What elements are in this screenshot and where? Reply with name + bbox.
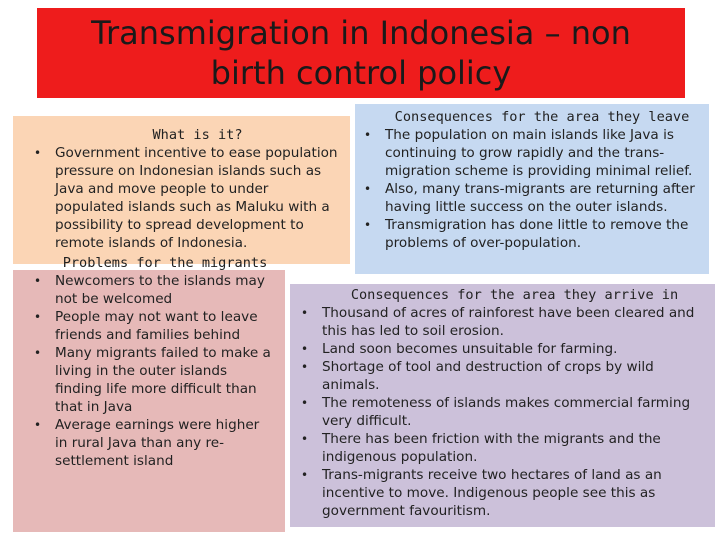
list-item-text: Newcomers to the islands may not be welcomed [55,273,265,307]
list-item [301,430,707,466]
slide-title: Transmigration in Indonesia – non birth control policy [91,14,631,92]
list-item [301,358,707,394]
problems-box [13,255,285,532]
list-item-text: The population on main islands like Java is continuing to grow rapidly and the trans-migration scheme is providing minimal relief. [385,127,693,179]
leave-heading: Consequences for the area they leave [394,109,690,125]
list-item-text: Trans-migrants receive two hectares of land as an incentive to move. Indigenous people see this as government favouritism. [322,467,662,519]
list-item-text: Transmigration has done little to remove the problems of over-population. [385,217,689,251]
list-item [34,272,275,308]
arrive-list [301,304,707,520]
bullet-icon: • [34,146,42,160]
list-item [34,308,275,344]
list-item [301,394,707,430]
bullet-icon: • [301,432,309,446]
list-item [364,180,699,216]
list-item [34,344,275,416]
leave-list [364,126,699,252]
list-item [34,416,275,470]
bullet-icon: • [364,128,372,142]
list-item-text: The remoteness of islands makes commercial farming very difficult. [322,395,691,429]
leave-box [355,104,709,274]
bullet-icon: • [301,396,309,410]
list-item-text: Average earnings were higher in rural Java than any re-settlement island [55,417,260,469]
problems-list [34,272,275,470]
list-item [301,340,707,358]
bullet-icon: • [34,418,42,432]
title-banner [37,8,685,98]
bullet-icon: • [301,360,309,374]
list-item [301,466,707,520]
bullet-icon: • [364,218,372,232]
problems-heading: Problems for the migrants [62,255,268,271]
bullet-icon: • [301,468,309,482]
what-is-it-list [34,144,340,252]
list-item-text: Government incentive to ease population pressure on Indonesian islands such as Java and move people to under populated islands such as Maluku with a possibility to spread development to remote islands of Indonesia. [55,145,338,251]
list-item-text: Shortage of tool and destruction of crops by wild animals. [322,359,654,393]
arrive-box [290,284,715,527]
list-item-text: People may not want to leave friends and families behind [55,309,258,343]
bullet-icon: • [301,306,309,320]
list-item-text: Land soon becomes unsuitable for farming. [322,341,618,357]
list-item-text: There has been friction with the migrants and the indigenous population. [322,431,661,465]
bullet-icon: • [34,310,42,324]
what-is-it-box [13,116,350,264]
list-item [364,216,699,252]
list-item [34,144,340,252]
bullet-icon: • [364,182,372,196]
list-item [301,304,707,340]
list-item [364,126,699,180]
arrive-heading: Consequences for the area they arrive in [350,287,679,303]
list-item-text: Also, many trans-migrants are returning after having little success on the outer islands. [385,181,695,215]
bullet-icon: • [301,342,309,356]
bullet-icon: • [34,274,42,288]
what-is-it-heading: What is it? [152,127,243,143]
list-item-text: Many migrants failed to make a living in the outer islands finding life more difficult than that in Java [55,345,271,415]
list-item-text: Thousand of acres of rainforest have been cleared and this has led to soil erosion. [322,305,695,339]
bullet-icon: • [34,346,42,360]
